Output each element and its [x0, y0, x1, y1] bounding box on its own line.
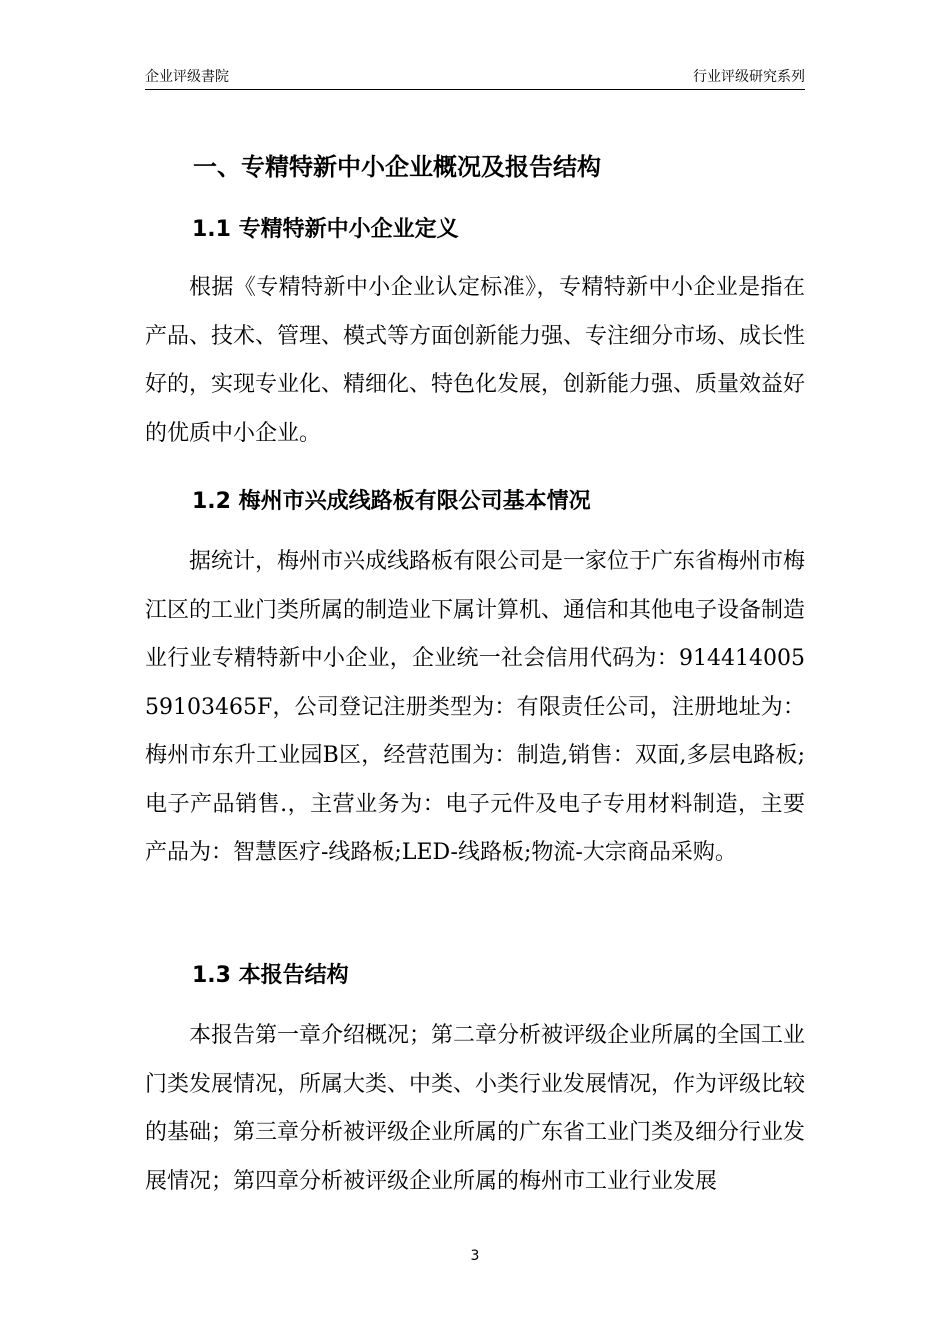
- header-rule: [145, 89, 805, 90]
- section-paragraph-1-1: 根据《专精特新中小企业认定标准》，专精特新中小企业是指在产品、技术、管理、模式等方面创新能力强、专注细分市场、成长性好的，实现专业化、精细化、特色化发展，创新能力强、质量效益好的优质中小企业。: [145, 275, 806, 446]
- header-left-text: 企业评级書院: [145, 69, 229, 85]
- section-heading-1-1: 1.1 专精特新中小企业定义: [192, 217, 459, 242]
- section-paragraph-1-2: 据统计，梅州市兴成线路板有限公司是一家位于广东省梅州市梅江区的工业门类所属的制造业下属计算机、通信和其他电子设备制造业行业专精特新中小企业，企业统一社会信用代码为：91441400559103465F，公司登记注册类型为：有限责任公司，注册地址为：梅州市东升工业园B区，经营范围为：制造,销售：双面,多层电路板;电子产品销售.，主营业务为：电子元件及电子专用材料制造，主要产品为：智慧医疗-线路板;LED-线路板;物流-大宗商品采购。: [145, 549, 806, 865]
- header-right-text: 行业评级研究系列: [693, 69, 805, 85]
- section-heading-1-2: 1.2 梅州市兴成线路板有限公司基本情况: [192, 489, 591, 514]
- section-paragraph-1-3: 本报告第一章介绍概况；第二章分析被评级企业所属的全国工业门类发展情况，所属大类、中类、小类行业发展情况，作为评级比较的基础；第三章分析被评级企业所属的广东省工业门类及细分行业发展情况；第四章分析被评级企业所属的梅州市工业行业发展: [145, 1023, 806, 1194]
- chapter-title: 一、专精特新中小企业概况及报告结构: [193, 153, 601, 181]
- page-header: [145, 66, 805, 88]
- page-number: 3: [470, 1248, 480, 1264]
- section-heading-1-3: 1.3 本报告结构: [192, 963, 349, 988]
